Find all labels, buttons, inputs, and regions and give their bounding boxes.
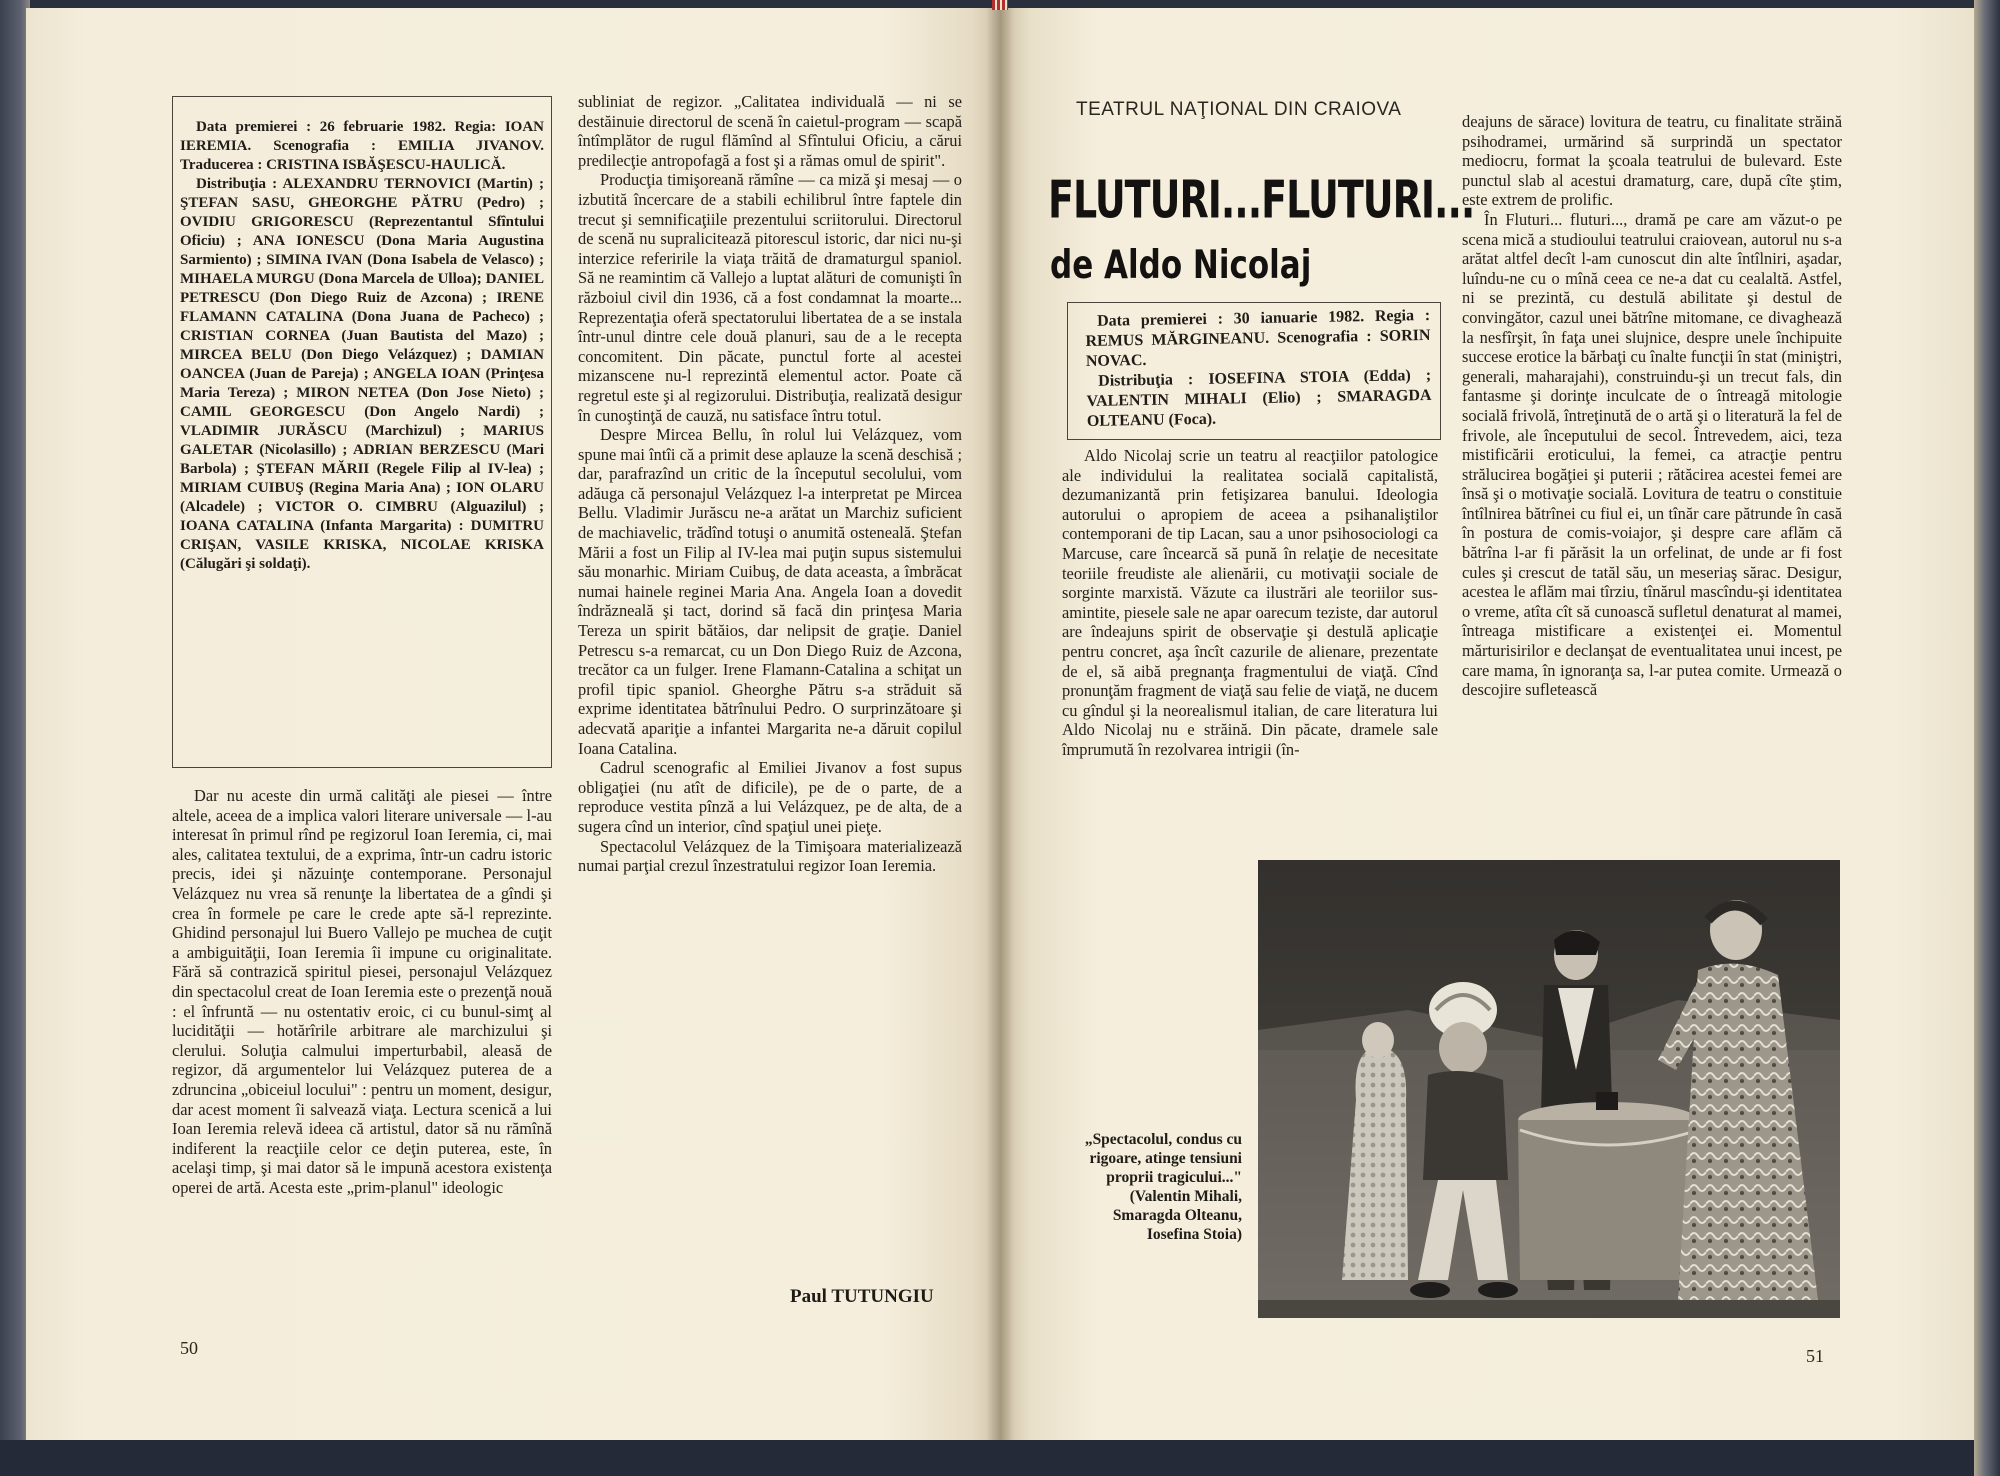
credits-cast: Distribuţia : ALEXANDRU TERNOVICI (Martin) ; ŞTEFAN SASU, GHEORGHE PĂTRU (Pedro) ; OVIDIU GRIGORESCU (Reprezentantul Sfîntului Oficiu) ; ANA IONESCU (Dona Maria Augustina Sarmiento) ; SIMINA IVAN (Dona Isabela de Velasco) ; MIHAELA MURGU (Dona Marcela de Ulloa); DANIEL PETRESCU (Don Diego Ruiz de Azcona) ; IRENE FLAMANN CATALINA (Dona Juana de Pacheco) ; CRISTIAN CORNEA (Juan Bautista del Mazo) ; MIRCEA BELU (Don Diego Velázquez) ; DAMIAN OANCEA (Juan de Pareja) ; ANGELA IOAN (Prinţesa Maria Tereza) ; MIRON NETEA (Don Jose Nieto) ; CAMIL GEORGESCU (Don Angelo Nardi) ; VLADIMIR JURĂSCU (Marchizul) ; MARIUS GALETAR (Nicolasillo) ; ADRIAN BERZESCU (Mari Barbola) ; ŞTEFAN MĂRII (Regele Filip al IV-lea) ; MIRIAM CUIBUŞ (Regina Maria Ana) ; ION OLARU (Alcadele) ; VICTOR O. CIMBRU (Alguazilul) ; IOANA CATALINA (Infanta Margarita) : DUMITRU CRIŞAN, VASILE KRISKA, NICOLAE KRISKA (Călugări şi soldaţi). [180,176,544,572]
book-cover-edge-right [1974,0,2000,1476]
paragraph: În Fluturi... fluturi..., dramă pe care am văzut-o pe scena mică a studioului teatrului craiovean, autorul nu s-a arătat altfel decît l-am cunoscut din alte întîlniri, aşadar, luîndu-ne cu o mînă ceea ce ne-a dat cu cealaltă. Astfel, ni se prezintă, cu destulă abilitate şi destul de convingător, cazul unei bătrîne mitomane, ce divaghează la nesfîrşit, în faţa unei slujnice, despre unele închipuite succese erotice la bărbaţi cu înalte funcţii în stat (miniştri, generali, maharajahi), construindu-şi un trecut fals, din fantasme şi dorinţe inculcate de o întreagă mitologie socială frivolă, întreţinută de o artă şi o literatură la fel de frivole, ale începutului de secol. Întrevedem, aici, teza mistificării eroticului, la femei, ca atracţie pentru strălucirea bogăţiei şi puterii ; rătăcirea acestei femei are însă şi o motivaţie socială. Lovitura de teatru o constituie întîlnirea bătrînei cu fiul ei, un tînăr care pătrunde în casă în postura de comis-voiajor, şi despre care aflăm că bătrîna l-ar fi părăsit la un orfelinat, de unde ar fi fost cules şi crescut de tatăl său, un meseriaş sărac. Desigur, acestea le aflăm mai tîrziu, tînărul mascîndu-şi identitatea o vreme, atîta cît să cunoască sufletul denaturat al mamei, întreaga mistificare a existenţei ei. Momentul mărturisirilor e declanşat de eventualitatea unui incest, pe care mama, în ignoranţa sa, l-ar putea comite. Urmează o descojire sufletească [1462,209,1842,700]
page-number-right: 51 [1806,1346,1824,1366]
paragraph: Aldo Nicolaj scrie un teatru al reacţiilor patologice ale individului la realitatea socială capitalistă, dezumanizantă prin fetişizarea banului. Ideologia autorului o apropiem de aceea a psihanaliştilor contemporani de tip Lacan, sau a unor psihosociologi ca Marcuse, care încearcă să pună în relaţie de necesitate teoriile freudiste ale alienării, cu motivaţii sociale de sorginte marxistă. Văzute ca ilustrări ale teoriilor sus-amintite, piesele sale ne apar oarecum teziste, dar autorul are îndeajuns spirit de observaţie şi destulă aplicaţie pentru concret, aşa încît cazurile de alienare, prezentate de el, să aibă pregnanţa fragmentului de viaţă. Cînd pronunţăm fragment de viaţă sau felie de viaţă, ne ducem cu gîndul şi la neorealismul italian, de care literatura lui Aldo Nicolaj nu e străină. Din păcate, dramele sale împrumută în rezolvarea intrigii (în- [1062,446,1438,759]
credits-block-right [1085,306,1432,432]
paragraph: subliniat de regizor. „Calitatea individuală — ni se destăinuie directorul de scenă în caietul-program — scapă întîmplător de rugul flămînd al Sfîntului Oficiu, a cărui predilecţie antropofagă a fost şi a rămas omul de spirit". [578,92,962,170]
stage-photo [1258,860,1840,1318]
book-cover-edge-bottom [0,1440,2000,1476]
page-number-left: 50 [180,1338,198,1358]
play-author: de Aldo Nicolaj [1050,242,1312,288]
right-column-2 [1462,112,1842,700]
author-byline: Paul TUTUNGIU [790,1286,934,1307]
stage-photo-illustration [1258,860,1840,1318]
paragraph: deajuns de sărace) lovitura de teatru, cu finalitate străină psihodramei, urmărind să surprindă un spectator mediocru, format la şcoala teatrului de bulevard. Este punctul slab al acestui dramaturg, care, după cîte ştim, este extrem de prolific. [1462,112,1842,210]
photo-caption: „Spectacolul, condus cu rigoare, atinge tensiuni proprii tragicului..." (Valentin Mihali, Smaragda Olteanu, Iosefina Stoia) [1084,1131,1242,1243]
paragraph: Spectacolul Velázquez de la Timişoara materializează numai parţial crezul înzestratului regizor Ioan Ieremia. [578,836,962,876]
paragraph: Cadrul scenografic al Emiliei Jivanov a fost supus obligaţiei (nu atît de dificile), pe de o parte, de a reproduce vestita pînză a lui Velázquez, pe de alta, de a sugera cînd un interior, cînd spaţiul unei pieţe. [578,758,962,836]
paragraph: Producţia timişoreană rămîne — ca miză şi mesaj — o izbutită încercare de a stabili echilibrul între faptele din trecut şi semnificaţiile prezentului scriitorului. Directorul de scenă nu supralicitează pitorescul istoric, dar nici nu-şi interzice referirile la viaţa trăită de dramaturgul spaniol. Să ne reamintim că Vallejo a luptat alături de comunişti în războiul civil din 1936, că a fost condamnat la moarte... Reprezentaţia oferă spectatorului libertatea de a se instala într-unul dintre cele două planuri, sau de a le recepta concomitent. Din păcate, punctul forte al acestei mizanscene nu-l reprezintă elementul actor. Poate că regretul este şi al regizorului. Distribuţia, realizată desigur în cunoştinţă de cauză, nu satisface întru totul. [578,170,962,425]
play-title: FLUTURI...FLUTURI... [1048,170,1475,230]
credits-cast: Distribuţia : IOSEFINA STOIA (Edda) ; VALENTIN MIHALI (Elio) ; SMARAGDA OLTEANU (Foca). [1086,366,1432,430]
left-column-2 [578,92,962,876]
credits-block-left [180,118,544,574]
paragraph: Despre Mircea Bellu, în rolul lui Velázquez, vom spune mai întîi că a primit dese aplauze la scenă deschisă ; dar, parafrazînd un critic de la începutul secolului, vom adăuga că personajul Velázquez l-a interpretat pe Mircea Bellu. Vladimir Jurăscu ne-a arătat un Marchiz suficient de machiavelic, trădînd totuşi o anumită osteneală. Ştefan Mării a fost un Filip al IV-lea mai puţin supus sistemului său monarhic. Miriam Cuibuş, de data aceasta, a îmbrăcat numai hainele reginei Maria Ana. Angela Ioan a dovedit îndrăzneală şi tact, dorind să facă din prinţesa Maria Tereza un spirit bătăios, dar nelipsit de graţie. Daniel Petrescu s-a remarcat, cu un Don Diego Ruiz de Azcona, trecător ca un fulger. Irene Flamann-Catalina a schiţat un profil tipic spaniol. Gheorghe Pătru s-a străduit să exprime identitatea bătrînului Pedro. O surprinzătoare şi adecvată apariţie a infantei Margarita ne-a dăruit copilul Ioana Catalina. [578,425,962,758]
book-headband [992,0,1008,10]
paragraph: Dar nu aceste din urmă calităţi ale piesei — între altele, aceea de a implica valori literare universale — l-au interesat în primul rînd pe regizorul Ioan Ieremia, ci, mai ales, calitatea textului, de a exprima, într-un cadru istoric precis, idei şi năzuinţe contemporane. Personajul Velázquez nu vrea să renunţe la libertatea de a gîndi şi crea în formele pe care le crede apte să-l reprezinte. Ghidind personajul lui Buero Vallejo pe muchea de cuţit a ambiguităţii, Ioan Ieremia îi impune cu originalitate. Fără să contrazică spiritul piesei, personajul Velázquez din spectacolul creat de Ioan Ieremia este o prezenţă nouă : el înfruntă — nu ostentativ eroic, ci cu bunul-simţ al lucidităţii — hotărîrile arbitrare ale marchizului şi clerului. Soluţia calmului imperturbabil, aleasă de regizor, dă argumentelor lui Velázquez puterea de a zdruncina „obiceiul locului" : pentru un moment, desigur, dar acest moment îi salvează viaţa. Lectura scenică a lui Ioan Ieremia relevă ideea că artistul, dator să nu rămînă indiferent la reacţiile celor ce deţin puterea, este, în acelaşi timp, şi mai dator să le impună acestora existenţa operei de artă. Acesta este „prim-planul" ideologic [172,786,552,1197]
credits-premiere: Data premierei : 30 ianuarie 1982. Regia : REMUS MĂRGINEANU. Scenografia : SORIN NOVAC. [1085,306,1431,370]
right-column-1 [1062,446,1438,760]
theatre-name: TEATRUL NAŢIONAL DIN CRAIOVA [1076,99,1402,120]
book-gutter [986,8,1014,1440]
credits-premiere: Data premierei : 26 februarie 1982. Regia: IOAN IEREMIA. Scenografia : EMILIA JIVANOV. Traducerea : CRISTINA ISBĂŞESCU-HAULICĂ. [180,119,544,173]
left-column-1 [172,786,552,1197]
